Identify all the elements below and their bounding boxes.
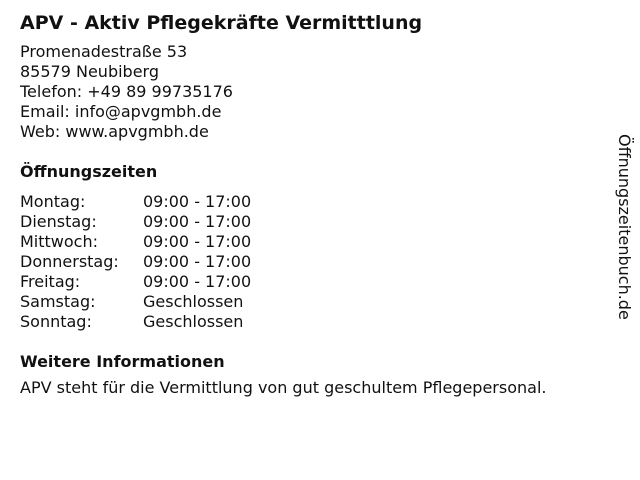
more-info-heading: Weitere Informationen [20,352,225,371]
business-card [20,10,610,398]
address-block [20,42,610,142]
day-label: Sonntag: [20,312,92,331]
more-info-text: APV steht für die Vermittlung von gut geschultem Pflegepersonal. [20,378,547,397]
day-label: Freitag: [20,272,81,291]
hours-row [20,212,251,232]
day-label: Mittwoch: [20,232,98,251]
brand-watermark [612,134,636,364]
hours-value: Geschlossen [143,312,244,331]
day-label: Samstag: [20,292,96,311]
hours-row [20,312,251,332]
day-label: Donnerstag: [20,252,119,271]
street-address: Promenadestraße 53 [20,42,188,61]
phone-number: Telefon: +49 89 99735176 [20,82,233,101]
hours-row [20,192,251,212]
hours-value: 09:00 - 17:00 [143,232,252,251]
email-address: Email: info@apvgmbh.de [20,102,222,121]
hours-row [20,292,251,312]
opening-hours-heading: Öffnungszeiten [20,162,158,181]
hours-value: 09:00 - 17:00 [143,252,252,271]
postal-city: 85579 Neubiberg [20,62,159,81]
website-address: Web: www.apvgmbh.de [20,122,209,141]
hours-value: 09:00 - 17:00 [143,192,252,211]
business-name: APV - Aktiv Pflegekräfte Vermitttlung [20,12,423,34]
hours-value: 09:00 - 17:00 [143,272,252,291]
hours-row [20,272,251,292]
hours-value: 09:00 - 17:00 [143,212,252,231]
hours-value: Geschlossen [143,292,244,311]
day-label: Montag: [20,192,86,211]
day-label: Dienstag: [20,212,97,231]
brand-label: Öffnungszeitenbuch.de [615,134,634,320]
hours-row [20,232,251,252]
opening-hours-table [20,192,251,332]
hours-row [20,252,251,272]
